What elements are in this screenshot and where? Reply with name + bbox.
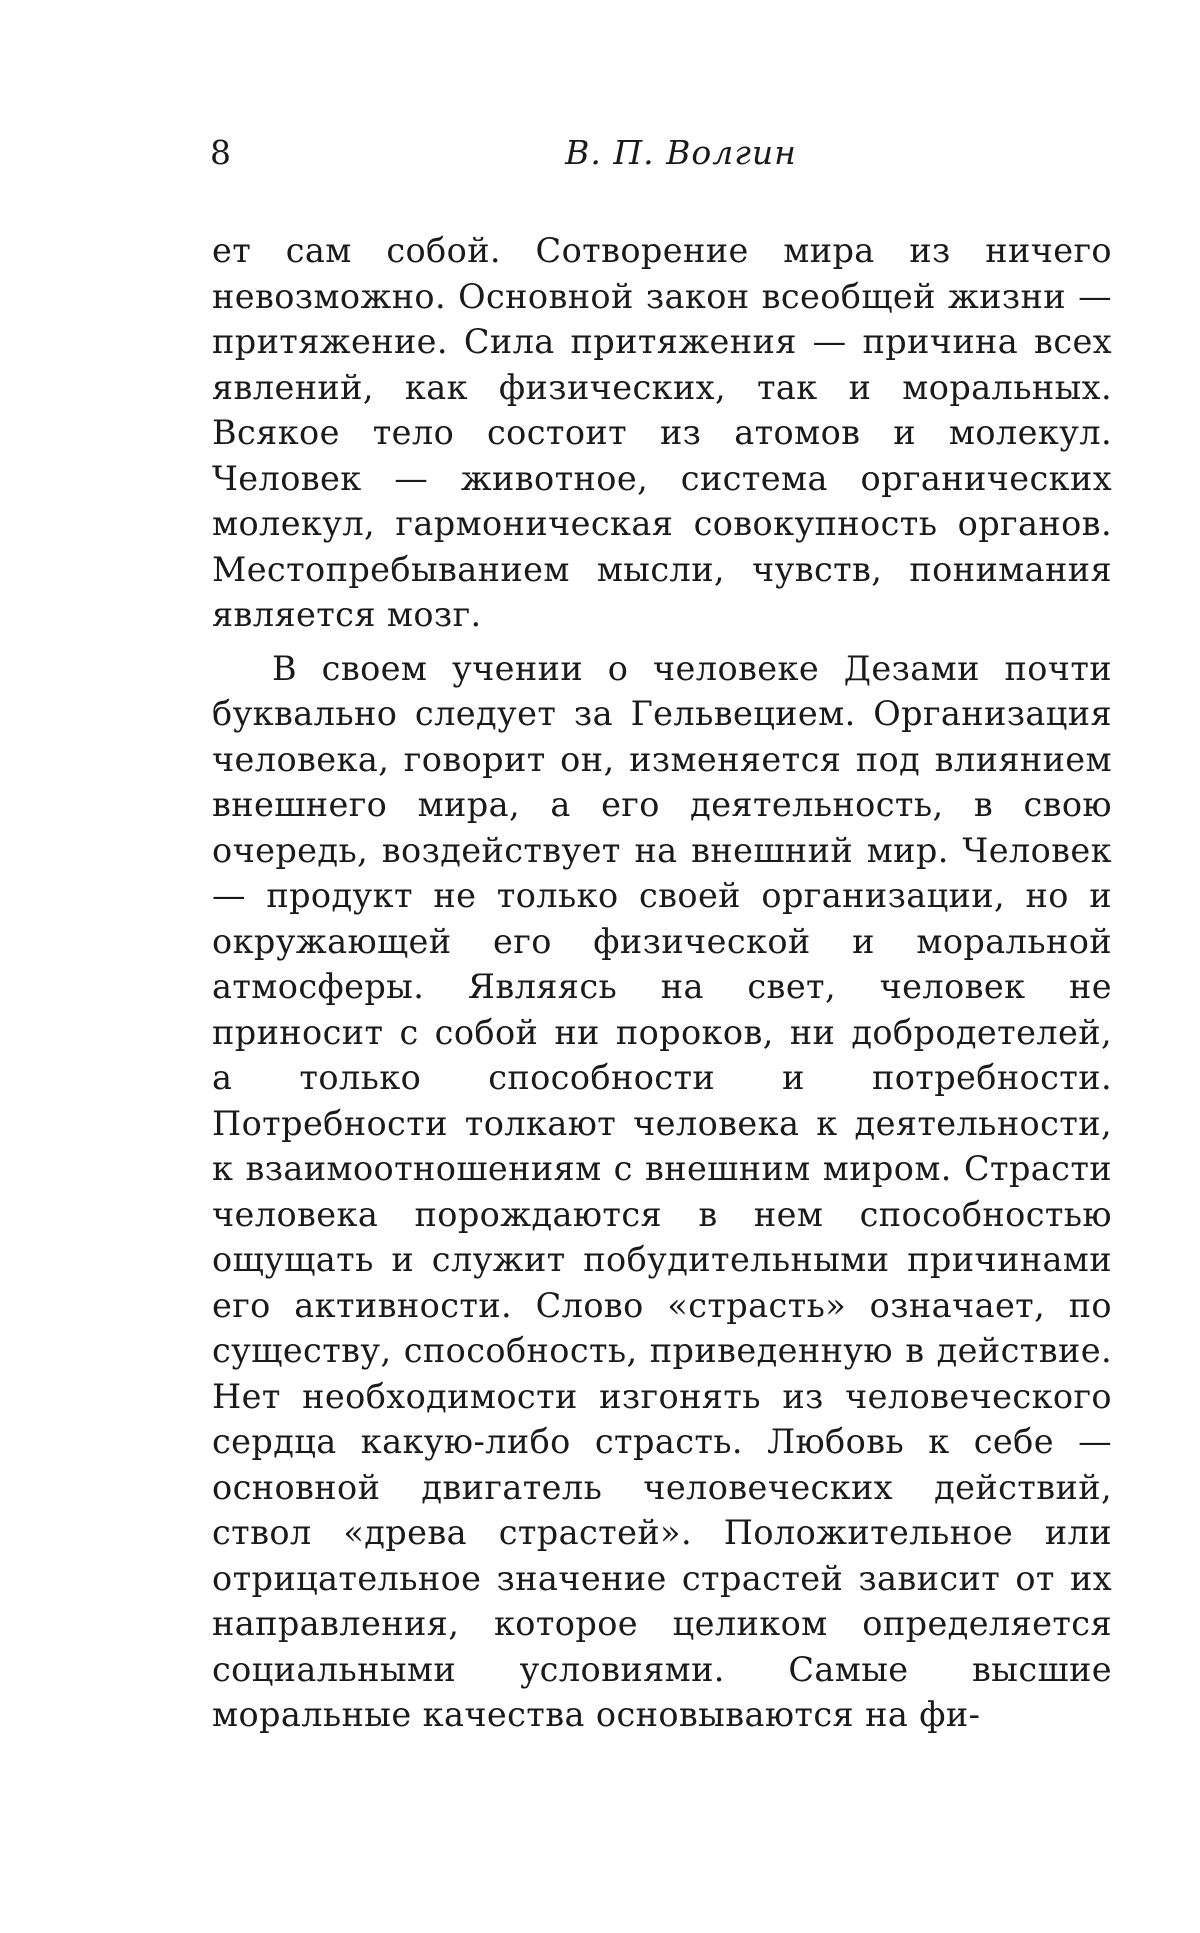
page-number: 8 <box>210 133 231 172</box>
paragraph-dezami-teaching: В своем учении о человеке Дезами почти буквально следует за Гельвецием. Организация человека, говорит он, изменяется под влиянием внешнего мира, а его деятельность, в свою очередь, воздействует на внешний мир. Человек — продукт не только своей организации, но и окружающей его физической и моральной атмосферы. Являясь на свет, человек не приносит с собой ни пороков, ни добродетелей, а только способности и потребности. Потребности толкают человека к деятельности, к взаимоотношениям с внешним миром. Страсти человека порождаются в нем способностью ощущать и служит побудительными причинами его активности. Слово «страсть» означает, по существу, способность, приведенную в действие. Нет необходимости изгонять из человеческого сердца какую-либо страсть. Любовь к себе — основной двигатель человеческих действий, ствол «древа страстей». Положительное или отрицательное значение страстей зависит от их направления, которое целиком определяется социальными условиями. Самые высшие моральные качества основываются на фи- <box>212 648 1112 1734</box>
body-text <box>212 228 1112 1738</box>
paragraph-continued: ет сам собой. Сотворение мира из ничего невозможно. Основной закон всеобщей жизни — притяжение. Сила притяжения — причина всех явлений, как физических, так и моральных. Всякое тело состоит из атомов и молекул. Человек — животное, система органических молекул, гармоническая совокупность органов. Местопребыванием мысли, чувств, понимания является мозг. <box>212 231 1112 634</box>
running-title: В. П. Волгин <box>565 133 797 172</box>
running-head <box>210 128 1112 178</box>
